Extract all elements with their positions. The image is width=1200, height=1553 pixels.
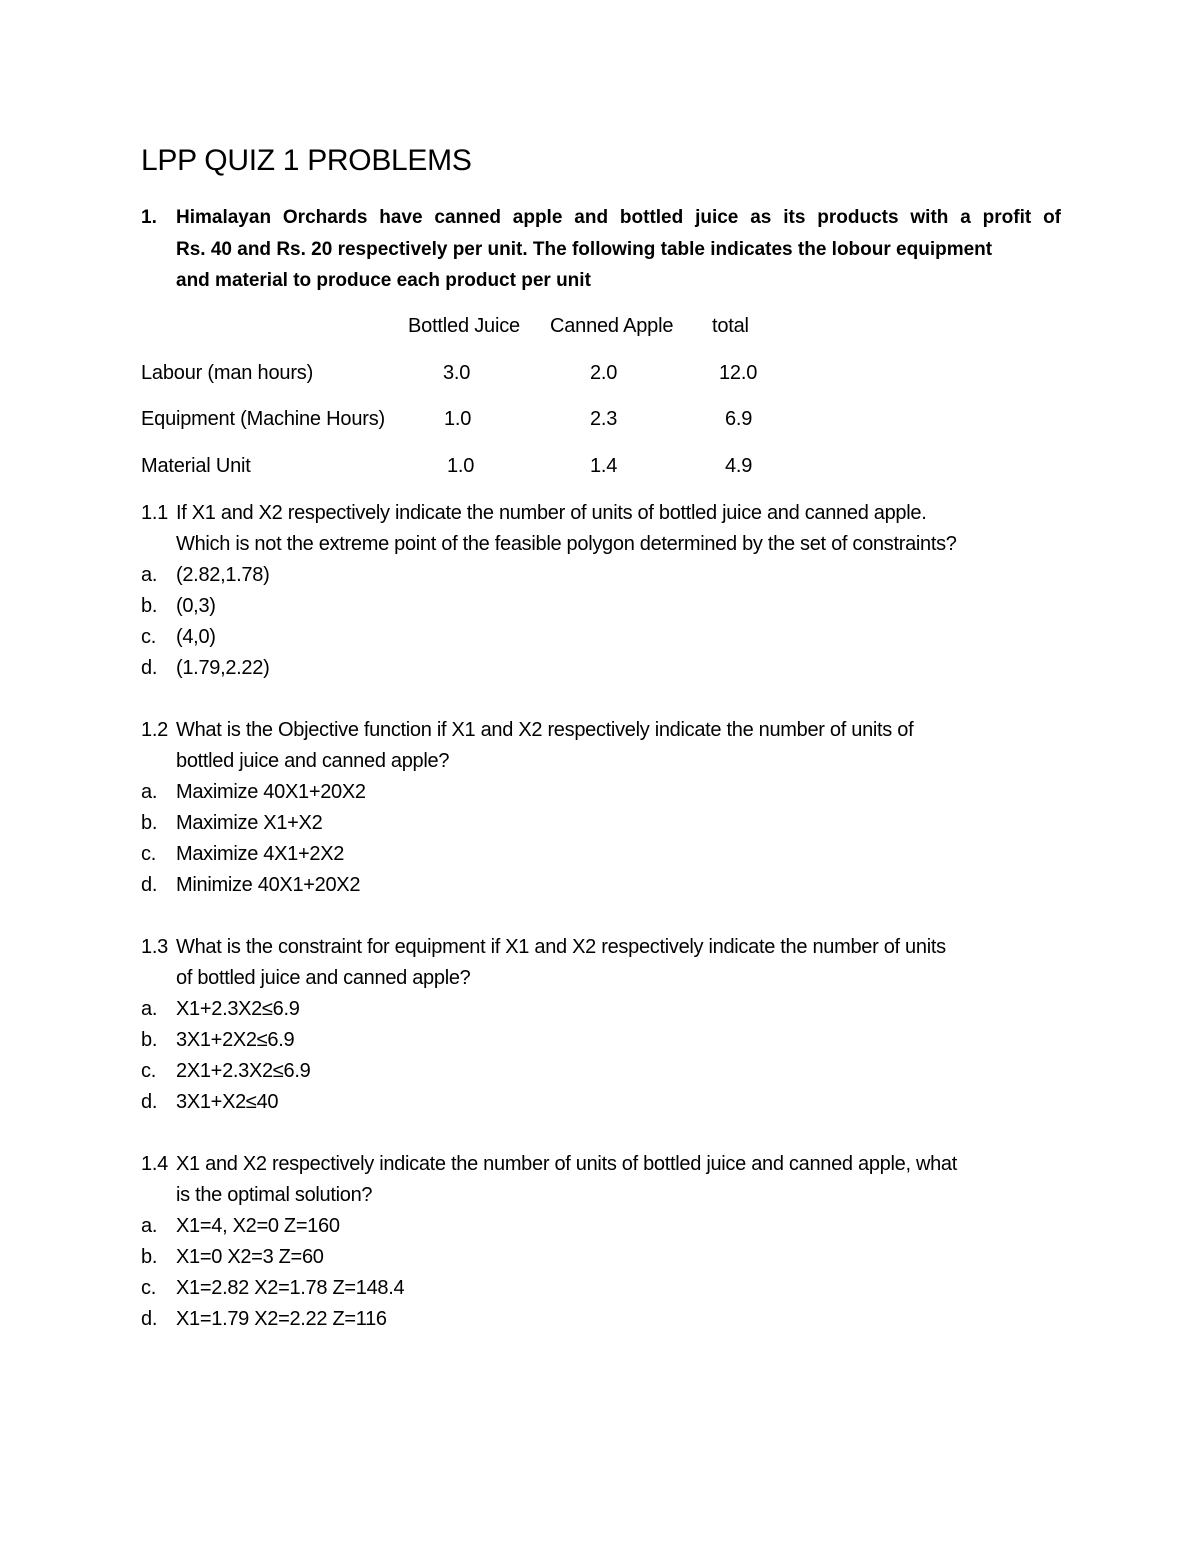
answer-option — [141, 653, 1041, 684]
cell-canned-apple: 2.0 — [590, 362, 618, 384]
option-letter: a. — [141, 1215, 158, 1237]
option-letter: b. — [141, 1029, 158, 1051]
answer-option — [141, 591, 1041, 622]
answer-option — [141, 1211, 1041, 1242]
answer-option — [141, 1273, 1041, 1304]
cell-total: 12.0 — [719, 362, 758, 384]
problem-text — [176, 202, 1061, 297]
option-letter: a. — [141, 781, 158, 803]
option-letter: c. — [141, 843, 156, 865]
answer-option — [141, 1056, 1041, 1087]
option-letter: c. — [141, 1277, 156, 1299]
option-text: (0,3) — [176, 595, 216, 617]
option-letter: d. — [141, 1308, 158, 1330]
problem-number: 1. — [141, 207, 157, 228]
column-header-total: total — [712, 315, 749, 337]
answer-option — [141, 1304, 1041, 1335]
option-letter: b. — [141, 595, 158, 617]
question-text: X1 and X2 respectively indicate the number of units of bottled juice and canned apple, what — [176, 1153, 958, 1175]
column-header-bottled-juice: Bottled Juice — [408, 315, 520, 337]
option-letter: d. — [141, 657, 158, 679]
option-text: X1+2.3X2≤6.9 — [176, 998, 300, 1020]
option-text: Maximize 4X1+2X2 — [176, 843, 345, 865]
option-text: (4,0) — [176, 626, 216, 648]
table-row — [141, 404, 941, 434]
table-header-row — [141, 311, 941, 341]
cell-bottled-juice: 1.0 — [447, 455, 475, 477]
question-text: What is the Objective function if X1 and X2 respectively indicate the number of units of — [176, 719, 914, 741]
option-text: X1=1.79 X2=2.22 Z=116 — [176, 1308, 387, 1330]
option-text: X1=4, X2=0 Z=160 — [176, 1215, 340, 1237]
option-text: 2X1+2.3X2≤6.9 — [176, 1060, 311, 1082]
question-text: is the optimal solution? — [176, 1184, 373, 1206]
question-text: of bottled juice and canned apple? — [176, 967, 471, 989]
option-text: X1=2.82 X2=1.78 Z=148.4 — [176, 1277, 405, 1299]
cell-total: 4.9 — [725, 455, 753, 477]
question-number: 1.2 — [141, 719, 168, 741]
option-text: Minimize 40X1+20X2 — [176, 874, 361, 896]
answer-option — [141, 1087, 1041, 1118]
option-letter: a. — [141, 998, 158, 1020]
row-label: Equipment (Machine Hours) — [141, 408, 385, 430]
table-row — [141, 451, 941, 481]
option-letter: d. — [141, 1091, 158, 1113]
page-title: LPP QUIZ 1 PROBLEMS — [141, 144, 472, 177]
column-header-canned-apple: Canned Apple — [550, 315, 674, 337]
option-text: Maximize X1+X2 — [176, 812, 323, 834]
answer-option — [141, 622, 1041, 653]
option-letter: b. — [141, 1246, 158, 1268]
cell-canned-apple: 1.4 — [590, 455, 618, 477]
question-text: What is the constraint for equipment if X1 and X2 respectively indicate the number of units — [176, 936, 946, 958]
answer-option — [141, 1242, 1041, 1273]
problem-line: Himalayan Orchards have canned apple and bottled juice as its products with a profit of — [176, 207, 1061, 228]
answer-option — [141, 1025, 1041, 1056]
answer-option — [141, 994, 1041, 1025]
question-text: bottled juice and canned apple? — [176, 750, 450, 772]
option-text: 3X1+X2≤40 — [176, 1091, 279, 1113]
answer-option — [141, 839, 1041, 870]
option-text: (1.79,2.22) — [176, 657, 270, 679]
question-number: 1.4 — [141, 1153, 168, 1175]
problem-line: and material to produce each product per unit — [176, 270, 591, 291]
answer-option — [141, 560, 1041, 591]
cell-canned-apple: 2.3 — [590, 408, 618, 430]
answer-option — [141, 808, 1041, 839]
question-text: Which is not the extreme point of the feasible polygon determined by the set of constraints? — [176, 533, 957, 555]
problem-line: Rs. 40 and Rs. 20 respectively per unit. The following table indicates the lobour equipment — [176, 238, 993, 260]
cell-total: 6.9 — [725, 408, 753, 430]
option-text: (2.82,1.78) — [176, 564, 270, 586]
row-label: Labour (man hours) — [141, 362, 314, 384]
cell-bottled-juice: 1.0 — [444, 408, 472, 430]
option-letter: d. — [141, 874, 158, 896]
option-text: X1=0 X2=3 Z=60 — [176, 1246, 324, 1268]
answer-option — [141, 870, 1041, 901]
option-letter: b. — [141, 812, 158, 834]
table-row — [141, 358, 941, 388]
option-text: 3X1+2X2≤6.9 — [176, 1029, 295, 1051]
question-text: If X1 and X2 respectively indicate the number of units of bottled juice and canned apple. — [176, 502, 927, 524]
option-text: Maximize 40X1+20X2 — [176, 781, 366, 803]
option-letter: c. — [141, 1060, 156, 1082]
cell-bottled-juice: 3.0 — [443, 362, 471, 384]
question-number: 1.3 — [141, 936, 168, 958]
option-letter: a. — [141, 564, 158, 586]
answer-option — [141, 777, 1041, 808]
question-number: 1.1 — [141, 502, 168, 524]
row-label: Material Unit — [141, 455, 251, 477]
option-letter: c. — [141, 626, 156, 648]
